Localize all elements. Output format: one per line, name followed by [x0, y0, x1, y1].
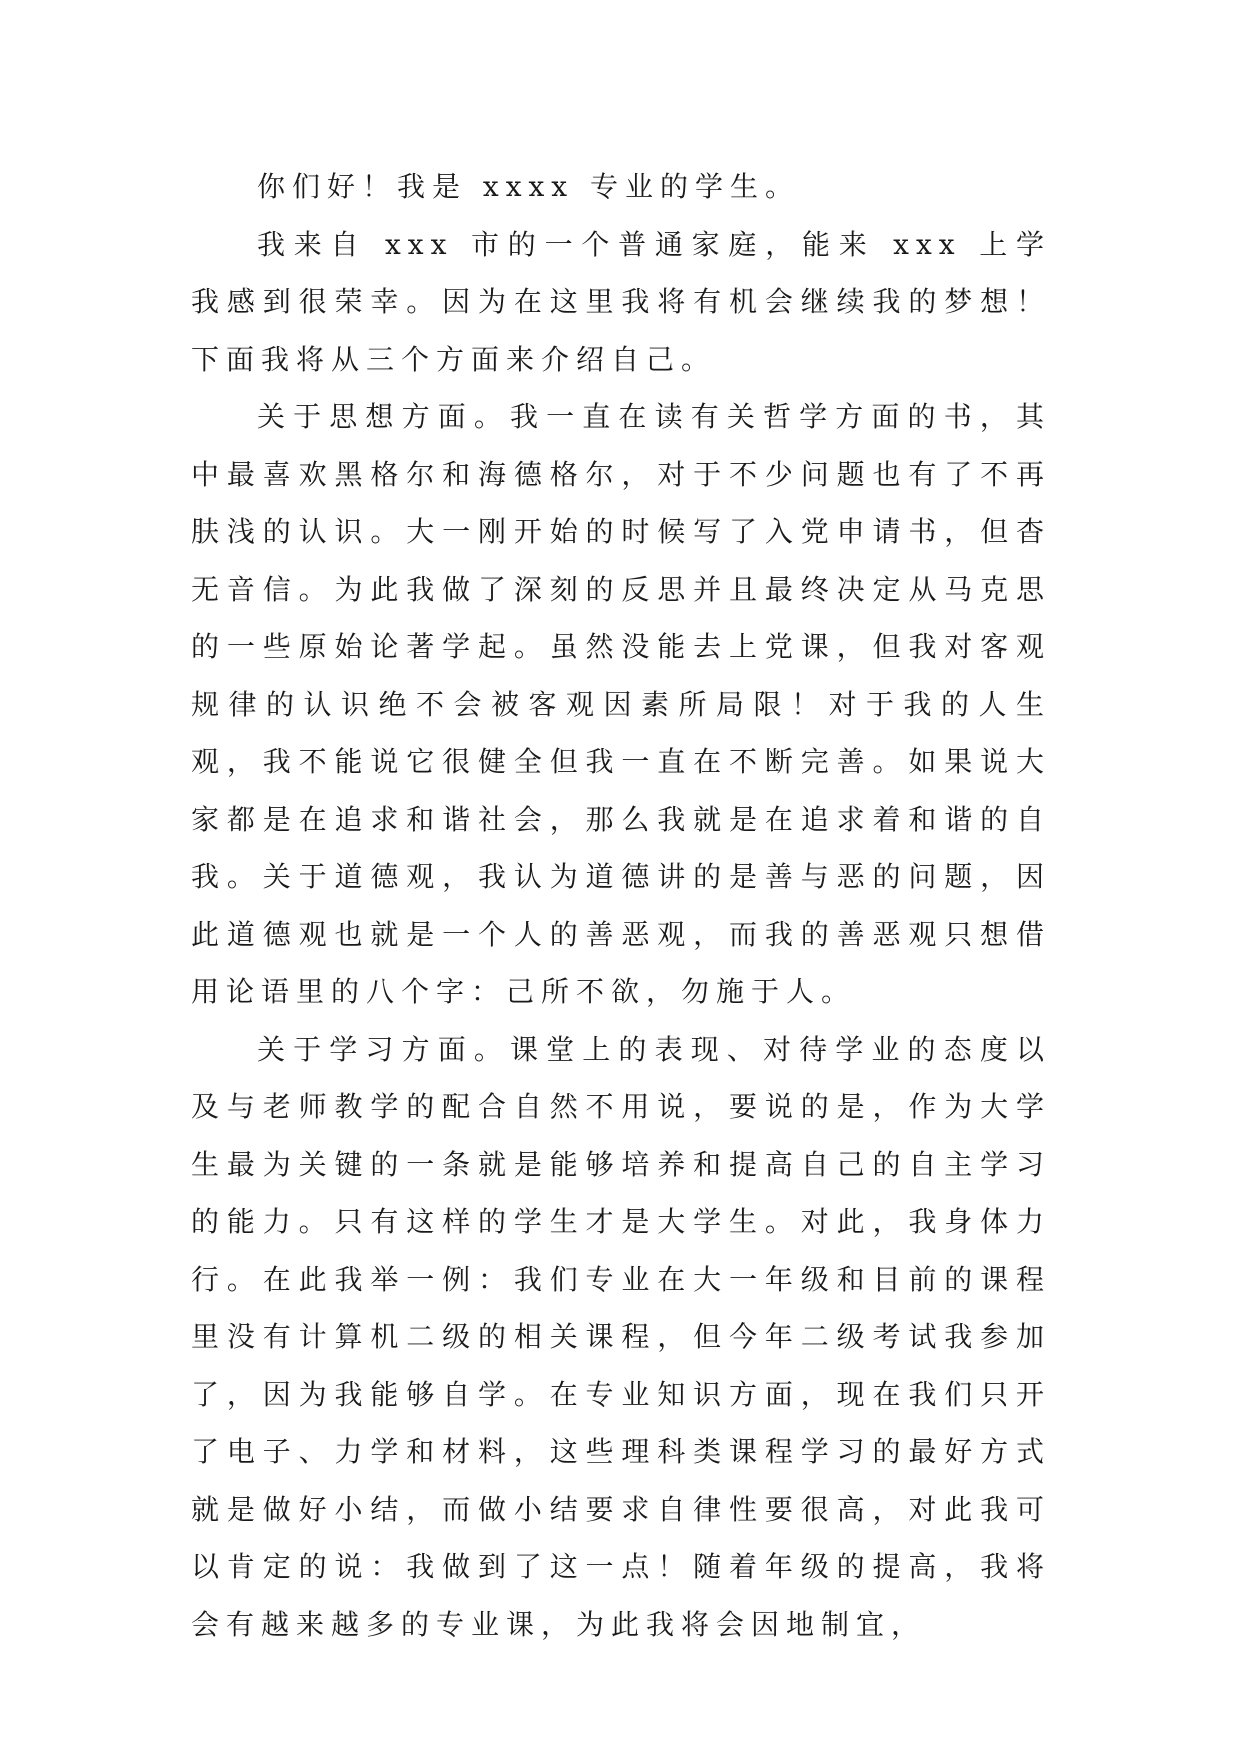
- paragraph-greeting: 你们好！我是 xxxx 专业的学生。: [257, 170, 800, 203]
- document-body: [191, 158, 1051, 1653]
- paragraph-thought: 关于思想方面。我一直在读有关哲学方面的书，其中最喜欢黑格尔和海德格尔，对于不少问题也有了不再肤浅的认识。大一刚开始的时候写了入党申请书，但杳无音信。为此我做了深刻的反思并且最终决定从马克思的一些原始论著学起。虽然没能去上党课，但我对客观规律的认识绝不会被客观因素所局限！对于我的人生观，我不能说它很健全但我一直在不断完善。如果说大家都是在追求和谐社会，那么我就是在追求着和谐的自我。关于道德观，我认为道德讲的是善与恶的问题，因此道德观也就是一个人的善恶观，而我的善恶观只想借用论语里的八个字：己所不欲，勿施于人。: [191, 400, 1051, 1008]
- paragraph-study: 关于学习方面。课堂上的表现、对待学业的态度以及与老师教学的配合自然不用说，要说的是，作为大学生最为关键的一条就是能够培养和提高自己的自主学习的能力。只有这样的学生才是大学生。对此，我身体力行。在此我举一例：我们专业在大一年级和目前的课程里没有计算机二级的相关课程，但今年二级考试我参加了，因为我能够自学。在专业知识方面，现在我们只开了电子、力学和材料，这些理科类课程学习的最好方式就是做好小结，而做小结要求自律性要很高，对此我可以肯定的说：我做到了这一点！随着年级的提高，我将会有越来越多的专业课，为此我将会因地制宜，: [191, 1032, 1051, 1641]
- paragraph-background: 我来自 xxx 市的一个普通家庭，能来 xxx 上学我感到很荣幸。因为在这里我将有机会继续我的梦想！下面我将从三个方面来介绍自己。: [191, 227, 1051, 376]
